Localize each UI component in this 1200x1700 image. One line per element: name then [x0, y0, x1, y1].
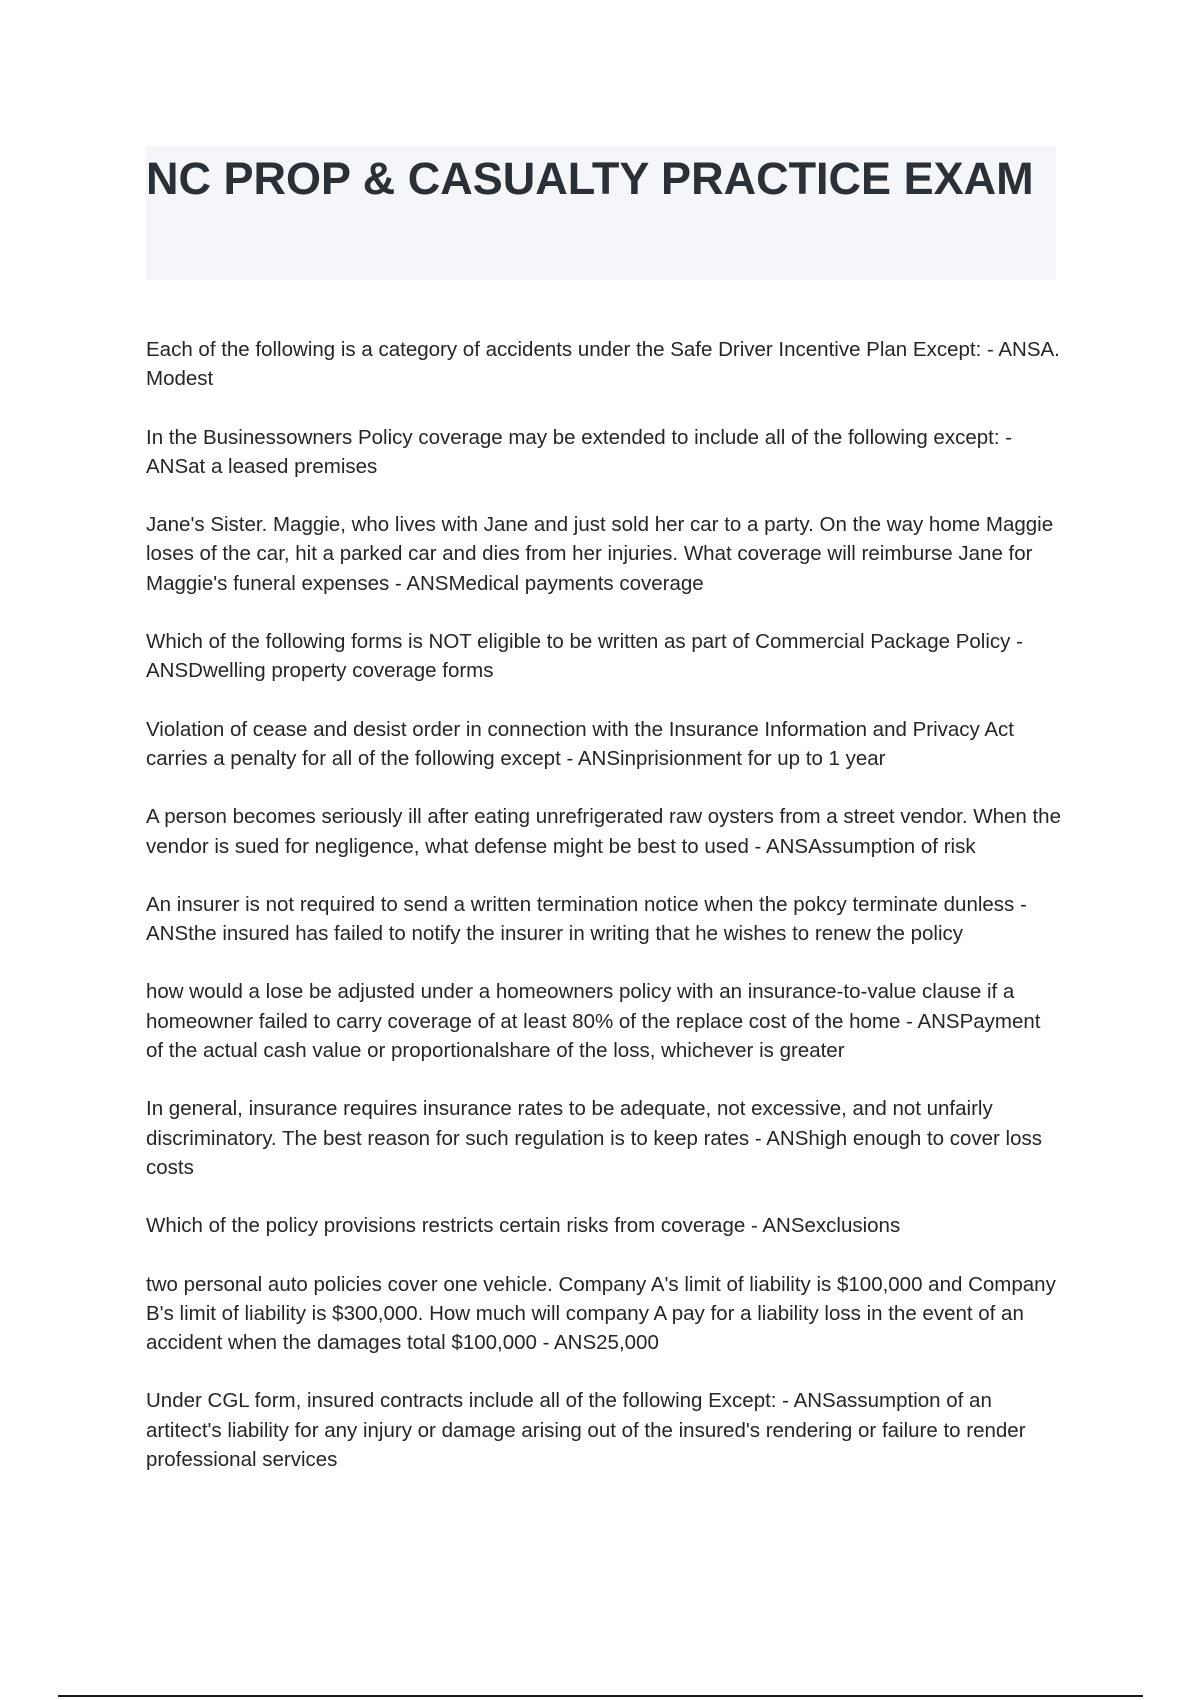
qa-item-11: two personal auto policies cover one vehicle. Company A's limit of liability is $100,000 and Company B's limit of liability is $300,000. How much will company A pay for a liability loss in the event of an accident when the damages total $100,000 - ANS25,000 — [146, 1272, 1056, 1355]
title-block — [146, 146, 1056, 280]
page-title: NC PROP & CASUALTY PRACTICE EXAM — [146, 153, 1034, 204]
footer-divider — [58, 1695, 1143, 1697]
qa-item-6: A person becomes seriously ill after eating unrefrigerated raw oysters from a street vendor. When the vendor is sued for negligence, what defense might be best to used - ANSAssumption of risk — [146, 805, 1061, 858]
qa-item-12: Under CGL form, insured contracts include all of the following Except: - ANSassumption of an artitect's liability for any injury or damage arising out of the insured's rendering or failure to render professional services — [146, 1389, 1026, 1472]
qa-item-1: Each of the following is a category of accidents under the Safe Driver Incentive Plan Except: - ANSA. Modest — [146, 338, 1060, 391]
qa-item-8: how would a lose be adjusted under a homeowners policy with an insurance-to-value clause if a homeowner failed to carry coverage of at least 80% of the replace cost of the home - ANSPayment of the actual cash value or proportionalshare of the loss, whichever is greater — [146, 980, 1041, 1063]
qa-item-10: Which of the policy provisions restricts certain risks from coverage - ANSexclusions — [146, 1214, 901, 1238]
qa-item-5: Violation of cease and desist order in connection with the Insurance Information and Privacy Act carries a penalty for all of the following except - ANSinprisionment for up to 1 year — [146, 717, 1014, 770]
qa-item-4: Which of the following forms is NOT eligible to be written as part of Commercial Package Policy - ANSDwelling property coverage forms — [146, 630, 1023, 683]
qa-item-2: In the Businessowners Policy coverage may be extended to include all of the following except: - ANSat a leased premises — [146, 425, 1013, 478]
qa-item-7: An insurer is not required to send a written termination notice when the pokcy terminate dunless - ANSthe insured has failed to notify the insurer in writing that he wishes to renew the policy — [146, 892, 1027, 946]
qa-item-3: Jane's Sister. Maggie, who lives with Jane and just sold her car to a party. On the way home Maggie loses of the car, hit a parked car and dies from her injuries. What coverage will reimburse Jane for Maggie's funeral expenses - ANSMedical payments coverage — [146, 513, 1054, 595]
qa-list — [146, 335, 1061, 1503]
qa-item-9: In general, insurance requires insurance rates to be adequate, not excessive, and not unfairly discriminatory. The best reason for such regulation is to keep rates - ANShigh enough to cover loss costs — [146, 1097, 1043, 1179]
